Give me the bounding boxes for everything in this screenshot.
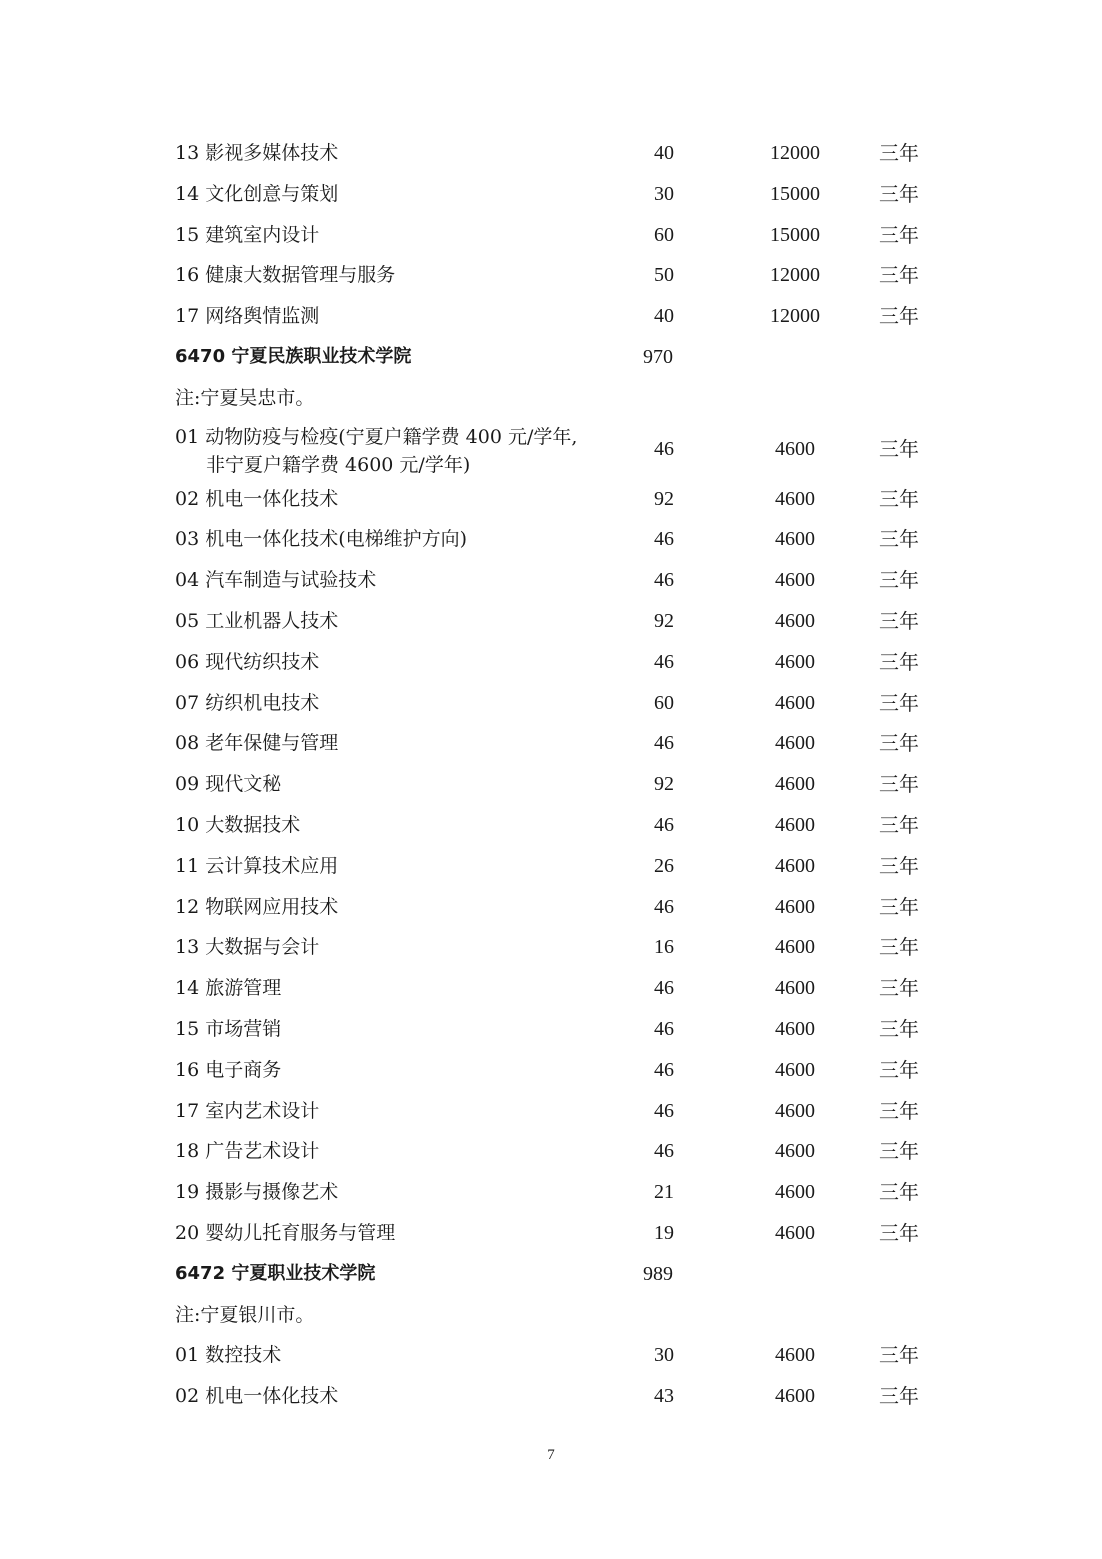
enrollment-quota: 46 [654, 569, 674, 592]
study-duration: 三年 [879, 976, 919, 1001]
major-name [175, 183, 338, 205]
study-duration: 三年 [879, 141, 919, 165]
name-text-line2: 非宁夏户籍学费 4600 元/学年) [206, 453, 471, 476]
enrollment-quota: 989 [643, 1262, 673, 1285]
major-name [175, 896, 338, 918]
name-text: 注:宁夏银川市。 [175, 1303, 315, 1326]
enrollment-quota: 92 [654, 773, 674, 796]
study-duration: 三年 [879, 690, 919, 715]
name-text: 20 婴幼儿托育服务与管理 [175, 1221, 396, 1244]
name-text: 6472 宁夏职业技术学院 [175, 1262, 376, 1284]
enrollment-quota: 46 [654, 1017, 674, 1040]
major-name [175, 1385, 338, 1407]
major-row [0, 1213, 1102, 1254]
major-row [0, 174, 1102, 215]
location-note [175, 1304, 314, 1326]
major-name [175, 1018, 281, 1040]
tuition-fee: 4600 [775, 1058, 815, 1081]
major-name [175, 224, 319, 246]
tuition-fee: 4600 [775, 936, 815, 959]
major-name [175, 423, 577, 479]
study-duration: 三年 [879, 1057, 919, 1082]
name-text: 16 健康大数据管理与服务 [175, 264, 396, 287]
enrollment-quota: 46 [654, 895, 674, 918]
major-name [175, 855, 338, 877]
name-text: 11 云计算技术应用 [175, 854, 339, 877]
enrollment-table [0, 133, 1102, 1417]
name-text: 02 机电一体化技术 [175, 1385, 339, 1408]
tuition-fee: 4600 [775, 1181, 815, 1204]
enrollment-quota: 30 [654, 1344, 674, 1367]
study-duration: 三年 [879, 1180, 919, 1205]
tuition-fee: 4600 [775, 691, 815, 714]
major-name [175, 692, 319, 714]
name-text: 12 物联网应用技术 [175, 895, 339, 918]
major-row [0, 133, 1102, 174]
note-row [0, 378, 1102, 419]
major-row [0, 764, 1102, 805]
name-text: 15 市场营销 [175, 1017, 282, 1040]
major-row [0, 255, 1102, 296]
tuition-fee: 12000 [770, 264, 820, 287]
major-row [0, 642, 1102, 683]
name-text: 17 网络舆情监测 [175, 305, 320, 328]
study-duration: 三年 [879, 935, 919, 960]
name-text: 03 机电一体化技术(电梯维护方向) [175, 528, 468, 551]
study-duration: 三年 [879, 568, 919, 593]
tuition-fee: 4600 [775, 1221, 815, 1244]
major-row [0, 1009, 1102, 1050]
enrollment-quota: 40 [654, 305, 674, 328]
name-text: 01 数控技术 [175, 1344, 282, 1367]
study-duration: 三年 [879, 263, 919, 288]
study-duration: 三年 [879, 812, 919, 837]
enrollment-quota: 46 [654, 1058, 674, 1081]
name-text: 09 现代文秘 [175, 773, 282, 796]
enrollment-quota: 46 [654, 732, 674, 755]
major-name [175, 610, 338, 632]
major-row [0, 1131, 1102, 1172]
study-duration: 三年 [879, 1220, 919, 1245]
enrollment-quota: 46 [654, 977, 674, 1000]
major-name [175, 305, 319, 327]
major-name [175, 1059, 281, 1081]
study-duration: 三年 [879, 527, 919, 552]
enrollment-quota: 26 [654, 854, 674, 877]
name-text: 13 影视多媒体技术 [175, 142, 339, 164]
major-name [175, 1140, 319, 1162]
enrollment-quota: 970 [643, 345, 673, 368]
tuition-fee: 4600 [775, 487, 815, 510]
school-row [0, 337, 1102, 378]
enrollment-quota: 43 [654, 1385, 674, 1408]
major-row [0, 1050, 1102, 1091]
study-duration: 三年 [879, 731, 919, 756]
enrollment-quota: 46 [654, 1140, 674, 1163]
major-name [175, 569, 376, 591]
enrollment-quota: 46 [654, 528, 674, 551]
tuition-fee: 4600 [775, 569, 815, 592]
study-duration: 三年 [879, 1384, 919, 1409]
major-name [175, 936, 319, 958]
major-row [0, 560, 1102, 601]
enrollment-quota: 60 [654, 223, 674, 246]
name-text: 15 建筑室内设计 [175, 223, 320, 246]
name-text: 05 工业机器人技术 [175, 609, 339, 632]
enrollment-quota: 30 [654, 182, 674, 205]
major-row [0, 968, 1102, 1009]
name-text: 18 广告艺术设计 [175, 1140, 320, 1163]
name-text: 6470 宁夏民族职业技术学院 [175, 345, 412, 367]
name-text: 01 动物防疫与检疫(宁夏户籍学费 400 元/学年, [175, 425, 578, 448]
note-row [0, 1295, 1102, 1336]
study-duration: 三年 [879, 222, 919, 247]
major-name [175, 1100, 319, 1122]
major-row [0, 723, 1102, 764]
page-number: 7 [547, 1447, 555, 1463]
tuition-fee: 4600 [775, 650, 815, 673]
tuition-fee: 4600 [775, 895, 815, 918]
name-text: 07 纺织机电技术 [175, 691, 320, 714]
major-row [0, 683, 1102, 724]
name-text: 16 电子商务 [175, 1058, 282, 1081]
tuition-fee: 4600 [775, 854, 815, 877]
study-duration: 三年 [879, 853, 919, 878]
major-name [175, 264, 395, 286]
name-text: 08 老年保健与管理 [175, 732, 339, 755]
enrollment-quota: 92 [654, 609, 674, 632]
enrollment-quota: 46 [654, 437, 674, 460]
tuition-fee: 4600 [775, 437, 815, 460]
tuition-fee: 4600 [775, 1344, 815, 1367]
tuition-fee: 4600 [775, 732, 815, 755]
enrollment-quota: 19 [654, 1221, 674, 1244]
name-text: 02 机电一体化技术 [175, 487, 339, 510]
name-text: 06 现代纺织技术 [175, 650, 320, 673]
major-row [0, 601, 1102, 642]
major-row [0, 846, 1102, 887]
major-row [0, 519, 1102, 560]
tuition-fee: 4600 [775, 609, 815, 632]
name-text: 14 文化创意与策划 [175, 182, 339, 205]
tuition-fee: 4600 [775, 1385, 815, 1408]
major-name [175, 977, 281, 999]
tuition-fee: 15000 [770, 182, 820, 205]
name-text: 注:宁夏吴忠市。 [175, 386, 315, 409]
school-row [0, 1254, 1102, 1295]
name-text: 13 大数据与会计 [175, 936, 320, 959]
study-duration: 三年 [879, 894, 919, 919]
study-duration: 三年 [879, 1016, 919, 1041]
enrollment-quota: 60 [654, 691, 674, 714]
tuition-fee: 15000 [770, 223, 820, 246]
major-row [0, 1376, 1102, 1417]
tuition-fee: 12000 [770, 305, 820, 328]
name-text: 04 汽车制造与试验技术 [175, 569, 377, 592]
enrollment-quota: 16 [654, 936, 674, 959]
major-row [0, 296, 1102, 337]
enrollment-quota: 21 [654, 1181, 674, 1204]
study-duration: 三年 [879, 1098, 919, 1123]
major-name [175, 773, 281, 795]
name-text: 19 摄影与摄像艺术 [175, 1181, 339, 1204]
study-duration: 三年 [879, 772, 919, 797]
study-duration: 三年 [879, 1139, 919, 1164]
school-name [175, 346, 411, 368]
major-name [175, 1344, 281, 1366]
enrollment-quota: 50 [654, 264, 674, 287]
major-name [175, 1181, 338, 1203]
major-row [0, 887, 1102, 928]
school-name [175, 1263, 375, 1285]
major-name [175, 488, 338, 510]
major-row [0, 1172, 1102, 1213]
tuition-fee: 4600 [775, 1140, 815, 1163]
tuition-fee: 4600 [775, 528, 815, 551]
tuition-fee: 4600 [775, 977, 815, 1000]
name-text: 14 旅游管理 [175, 977, 282, 1000]
study-duration: 三年 [879, 608, 919, 633]
major-row [0, 479, 1102, 520]
enrollment-quota: 46 [654, 813, 674, 836]
major-name [175, 732, 338, 754]
study-duration: 三年 [879, 649, 919, 674]
study-duration: 三年 [879, 181, 919, 206]
major-row [0, 927, 1102, 968]
major-row [0, 1091, 1102, 1132]
name-text: 10 大数据技术 [175, 813, 301, 836]
enrollment-quota: 92 [654, 487, 674, 510]
major-row [0, 805, 1102, 846]
major-row [0, 215, 1102, 256]
location-note [175, 387, 314, 409]
enrollment-quota: 46 [654, 1099, 674, 1122]
tuition-fee: 4600 [775, 1017, 815, 1040]
tuition-fee: 12000 [770, 142, 820, 164]
major-name [175, 651, 319, 673]
tuition-fee: 4600 [775, 773, 815, 796]
study-duration: 三年 [879, 1343, 919, 1368]
major-name [175, 142, 338, 164]
major-name [175, 528, 467, 550]
study-duration: 三年 [879, 304, 919, 329]
enrollment-quota: 46 [654, 650, 674, 673]
study-duration: 三年 [879, 436, 919, 461]
tuition-fee: 4600 [775, 1099, 815, 1122]
major-name [175, 1222, 395, 1244]
study-duration: 三年 [879, 486, 919, 511]
name-text: 17 室内艺术设计 [175, 1099, 320, 1122]
tuition-fee: 4600 [775, 813, 815, 836]
major-row [0, 1335, 1102, 1376]
major-row [0, 419, 1102, 479]
major-name [175, 814, 300, 836]
enrollment-quota: 40 [654, 142, 674, 164]
